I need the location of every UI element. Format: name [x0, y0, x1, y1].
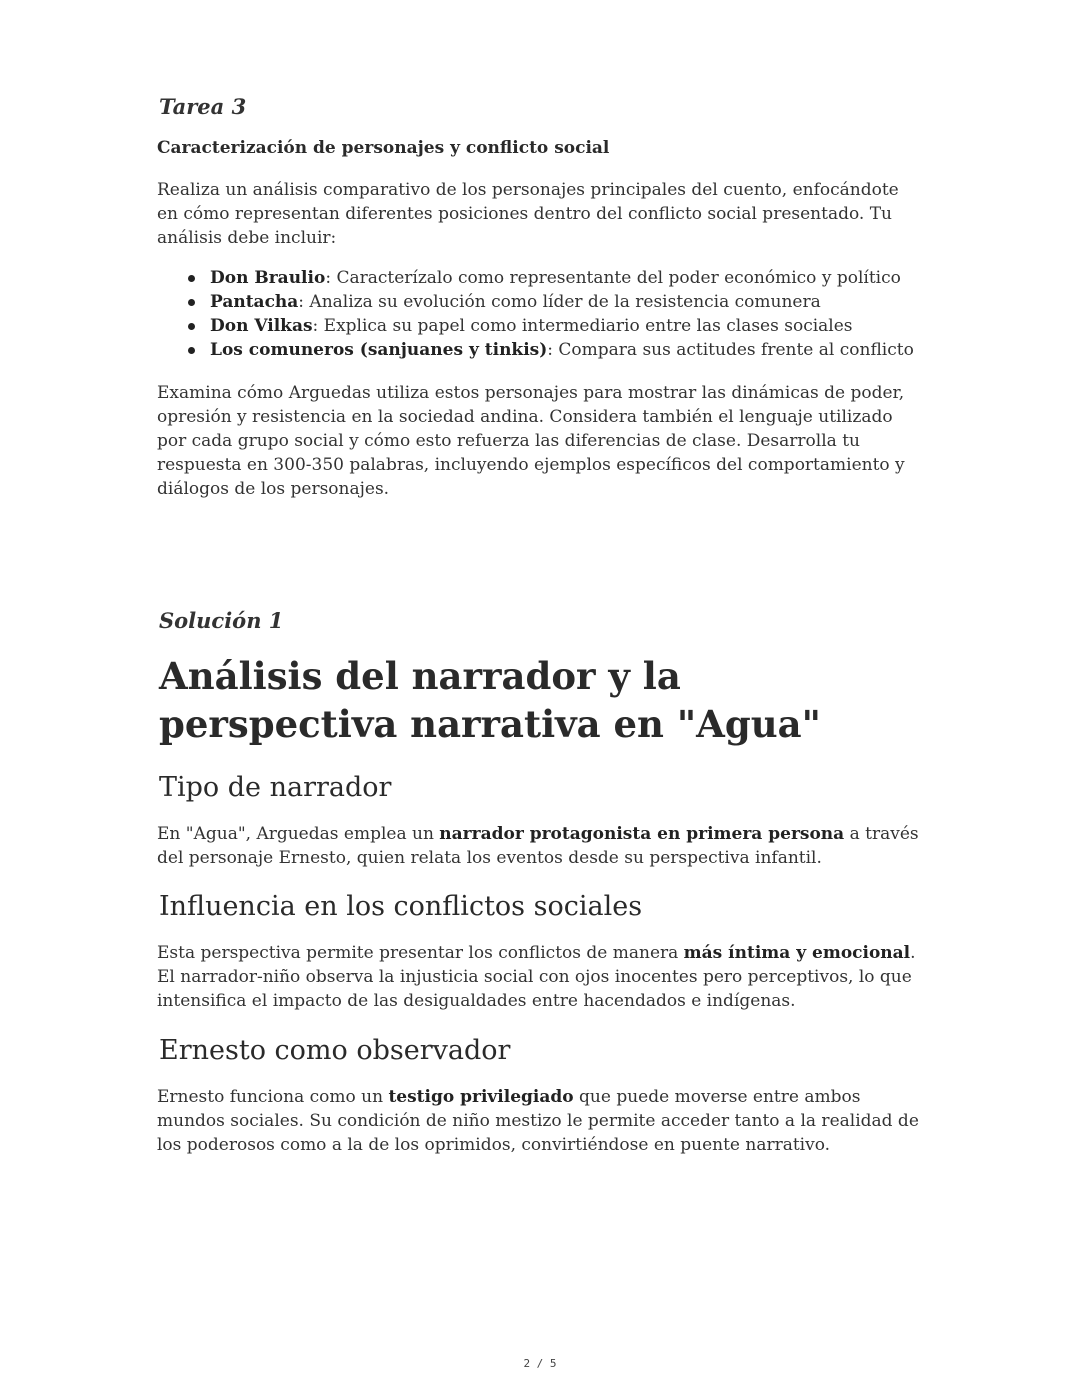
list-item [157, 338, 914, 362]
character-description: : Analiza su evolución como líder de la resistencia comunera [298, 292, 821, 312]
solution-label: Solución 1 [159, 608, 284, 633]
character-name: Don Braulio [210, 268, 326, 288]
bullet-icon [188, 323, 195, 330]
task-label: Tarea 3 [159, 94, 247, 119]
section-body-observador: Ernesto funciona como un testigo privilegiado que puede moverse entre ambos mundos sociales. Su condición de niño mestizo le permite acceder tanto a la realidad de los poderosos como a la de los oprimidos, convirtiéndose en puente narrativo. [157, 1087, 919, 1155]
character-description: : Compara sus actitudes frente al conflicto [547, 340, 914, 360]
list-item [157, 266, 914, 290]
section-heading-influencia: Influencia en los conflictos sociales [159, 891, 643, 922]
solution-title: Análisis del narrador y la perspectiva narrativa en "Agua" [159, 654, 821, 746]
section-body-tipo-narrador: En "Agua", Arguedas emplea un narrador protagonista en primera persona a través del personaje Ernesto, quien relata los eventos desde su perspectiva infantil. [157, 824, 919, 868]
bullet-icon [188, 347, 195, 354]
task-body: Examina cómo Arguedas utiliza estos personajes para mostrar las dinámicas de poder, opresión y resistencia en la sociedad andina. Considera también el lenguaje utilizado por cada grupo social y cómo esto refuerza las diferencias de clase. Desarrolla tu respuesta en 300-350 palabras, incluyendo ejemplos específicos del comportamiento y diálogos de los personajes. [157, 383, 905, 499]
character-description: : Caracterízalo como representante del poder económico y político [325, 268, 901, 288]
character-description: : Explica su papel como intermediario entre las clases sociales [312, 316, 853, 336]
bullet-icon [188, 299, 195, 306]
character-list [157, 266, 914, 362]
task-subtitle: Caracterización de personajes y conflicto social [157, 138, 610, 158]
highlight-text: testigo privilegiado [388, 1087, 574, 1107]
section-heading-observador: Ernesto como observador [159, 1035, 511, 1066]
section-body-influencia: Esta perspectiva permite presentar los conflictos de manera más íntima y emocional. El narrador-niño observa la injusticia social con ojos inocentes pero perceptivos, lo que intensifica el impacto de las desigualdades entre hacendados e indígenas. [157, 943, 916, 1011]
section-heading-tipo-narrador: Tipo de narrador [159, 772, 392, 803]
list-item [157, 314, 914, 338]
highlight-text: más íntima y emocional [683, 943, 911, 963]
list-item [157, 290, 914, 314]
bullet-icon [188, 275, 195, 282]
highlight-text: narrador protagonista en primera persona [439, 824, 845, 844]
character-name: Don Vilkas [210, 316, 313, 336]
character-name: Pantacha [210, 292, 299, 312]
character-name: Los comuneros (sanjuanes y tinkis) [210, 340, 548, 360]
page-number: 2 / 5 [523, 1357, 557, 1370]
task-intro: Realiza un análisis comparativo de los personajes principales del cuento, enfocándote en cómo representan diferentes posiciones dentro del conflicto social presentado. Tu análisis debe incluir: [157, 180, 899, 248]
